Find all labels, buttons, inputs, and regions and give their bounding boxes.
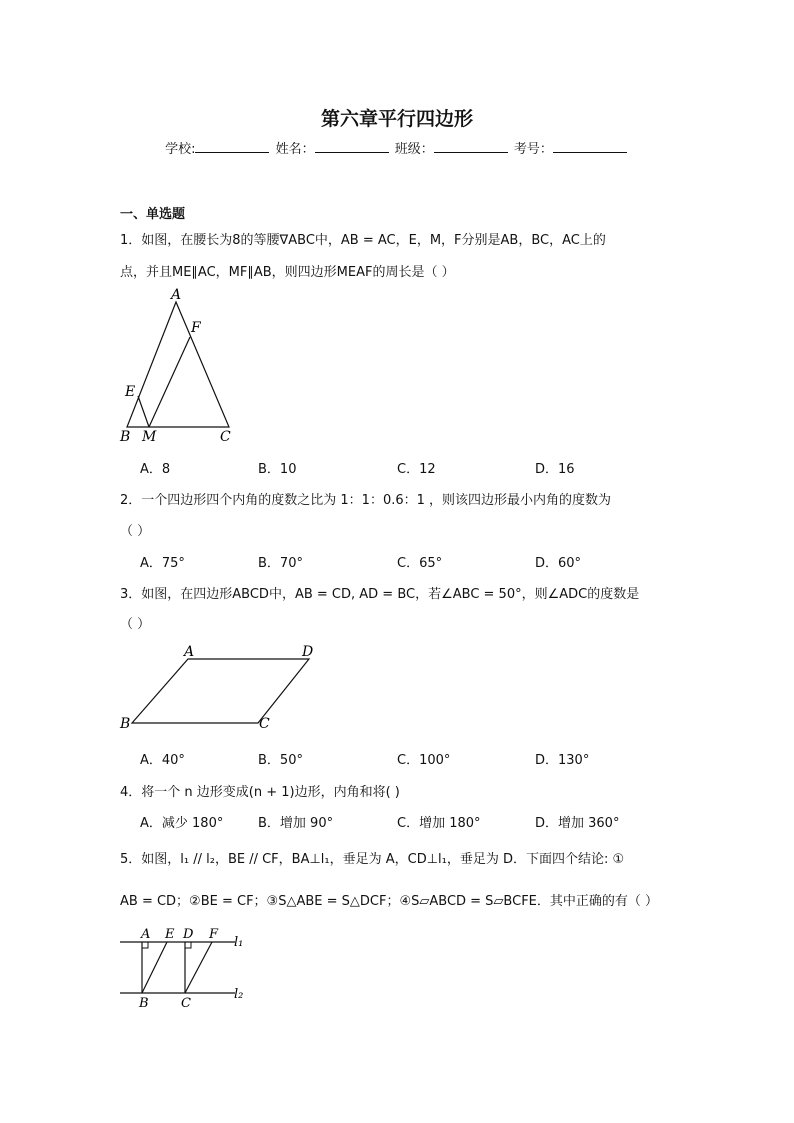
q1-option-c[interactable]: C．12 — [397, 462, 436, 477]
label-d: D — [302, 644, 314, 660]
name-label: 姓名： — [275, 142, 315, 157]
section-heading: 一、单选题 — [120, 207, 186, 222]
q3-option-c[interactable]: C．100° — [397, 753, 451, 768]
q2-option-d[interactable]: D．60° — [535, 556, 582, 571]
label-a: A — [171, 287, 182, 303]
parallel-lines-figure — [115, 922, 255, 1014]
label-c: C — [259, 716, 270, 732]
q4-option-d[interactable]: D．增加 360° — [535, 816, 620, 831]
triangle-figure — [112, 282, 242, 447]
label-l2: l₂ — [234, 987, 244, 1002]
number-blank[interactable] — [553, 140, 627, 153]
segment-be — [142, 942, 167, 993]
label-a: A — [141, 927, 151, 942]
school-blank[interactable] — [195, 140, 269, 153]
segment-mf — [149, 337, 190, 427]
question-5-line-2: AB = CD；②BE = CF；③S△ABE = S△DCF；④S▱ABCD = S▱BCFE．其中正确的有（ ） — [120, 894, 659, 909]
class-blank[interactable] — [434, 140, 508, 153]
label-b: B — [120, 716, 131, 732]
label-f: F — [191, 320, 201, 336]
label-c: C — [220, 429, 231, 445]
label-a: A — [184, 644, 195, 660]
q1-option-b[interactable]: B．10 — [258, 462, 297, 477]
name-blank[interactable] — [315, 140, 389, 153]
q3-option-a[interactable]: A．40° — [140, 753, 185, 768]
q3-option-d[interactable]: D．130° — [535, 753, 590, 768]
class-label: 班级： — [394, 142, 434, 157]
question-4-line-1: 4．将一个 n 边形变成(n + 1)边形，内角和将( ) — [120, 785, 400, 800]
question-3-line-2: （ ） — [120, 617, 151, 632]
label-d: D — [183, 927, 194, 942]
question-2-line-1: 2．一个四边形四个内角的度数之比为 1：1：0.6：1 ，则该四边形最小内角的度数为 — [120, 493, 612, 508]
label-c: C — [181, 996, 191, 1011]
question-5-line-1: 5．如图，l₁ // l₂，BE // CF，BA⊥l₁，垂足为 A，CD⊥l₁，垂足为 D．下面四个结论: ① — [120, 852, 625, 867]
label-e: E — [165, 927, 175, 942]
segment-em — [138, 396, 149, 427]
label-m: M — [142, 429, 157, 445]
q4-option-a[interactable]: A．减少 180° — [140, 816, 224, 831]
parallelogram-figure — [112, 640, 322, 732]
label-b: B — [139, 996, 149, 1011]
question-1-line-2: 点，并且ME∥AC，MF∥AB，则四边形MEAF的周长是（ ） — [120, 265, 455, 280]
school-label: 学校: — [165, 142, 196, 157]
question-1-line-1: 1．如图，在腰长为8的等腰∇ABC中，AB = AC，E，M，F分别是AB，BC，AC上的 — [120, 233, 606, 248]
segment-cf — [185, 942, 212, 993]
q2-option-b[interactable]: B．70° — [258, 556, 303, 571]
q2-option-c[interactable]: C．65° — [397, 556, 443, 571]
q2-option-a[interactable]: A．75° — [140, 556, 185, 571]
q1-option-d[interactable]: D．16 — [535, 462, 575, 477]
page-title: 第六章平行四边形 — [320, 108, 473, 130]
q3-option-b[interactable]: B．50° — [258, 753, 303, 768]
q1-option-a[interactable]: A．8 — [140, 462, 171, 477]
label-l1: l₁ — [234, 935, 244, 950]
parallelogram-abcd — [132, 659, 309, 723]
label-e: E — [125, 384, 136, 400]
q4-option-b[interactable]: B．增加 90° — [258, 816, 334, 831]
label-b: B — [120, 429, 131, 445]
number-label: 考号： — [513, 142, 553, 157]
right-angle-mark-a — [142, 942, 148, 948]
q4-option-c[interactable]: C．增加 180° — [397, 816, 481, 831]
question-3-line-1: 3．如图，在四边形ABCD中，AB = CD, AD = BC，若∠ABC = 50°，则∠ADC的度数是 — [120, 587, 640, 602]
right-angle-mark-d — [185, 942, 191, 948]
label-f: F — [209, 927, 219, 942]
student-info-line — [0, 138, 794, 157]
question-2-line-2: （ ） — [120, 524, 151, 539]
